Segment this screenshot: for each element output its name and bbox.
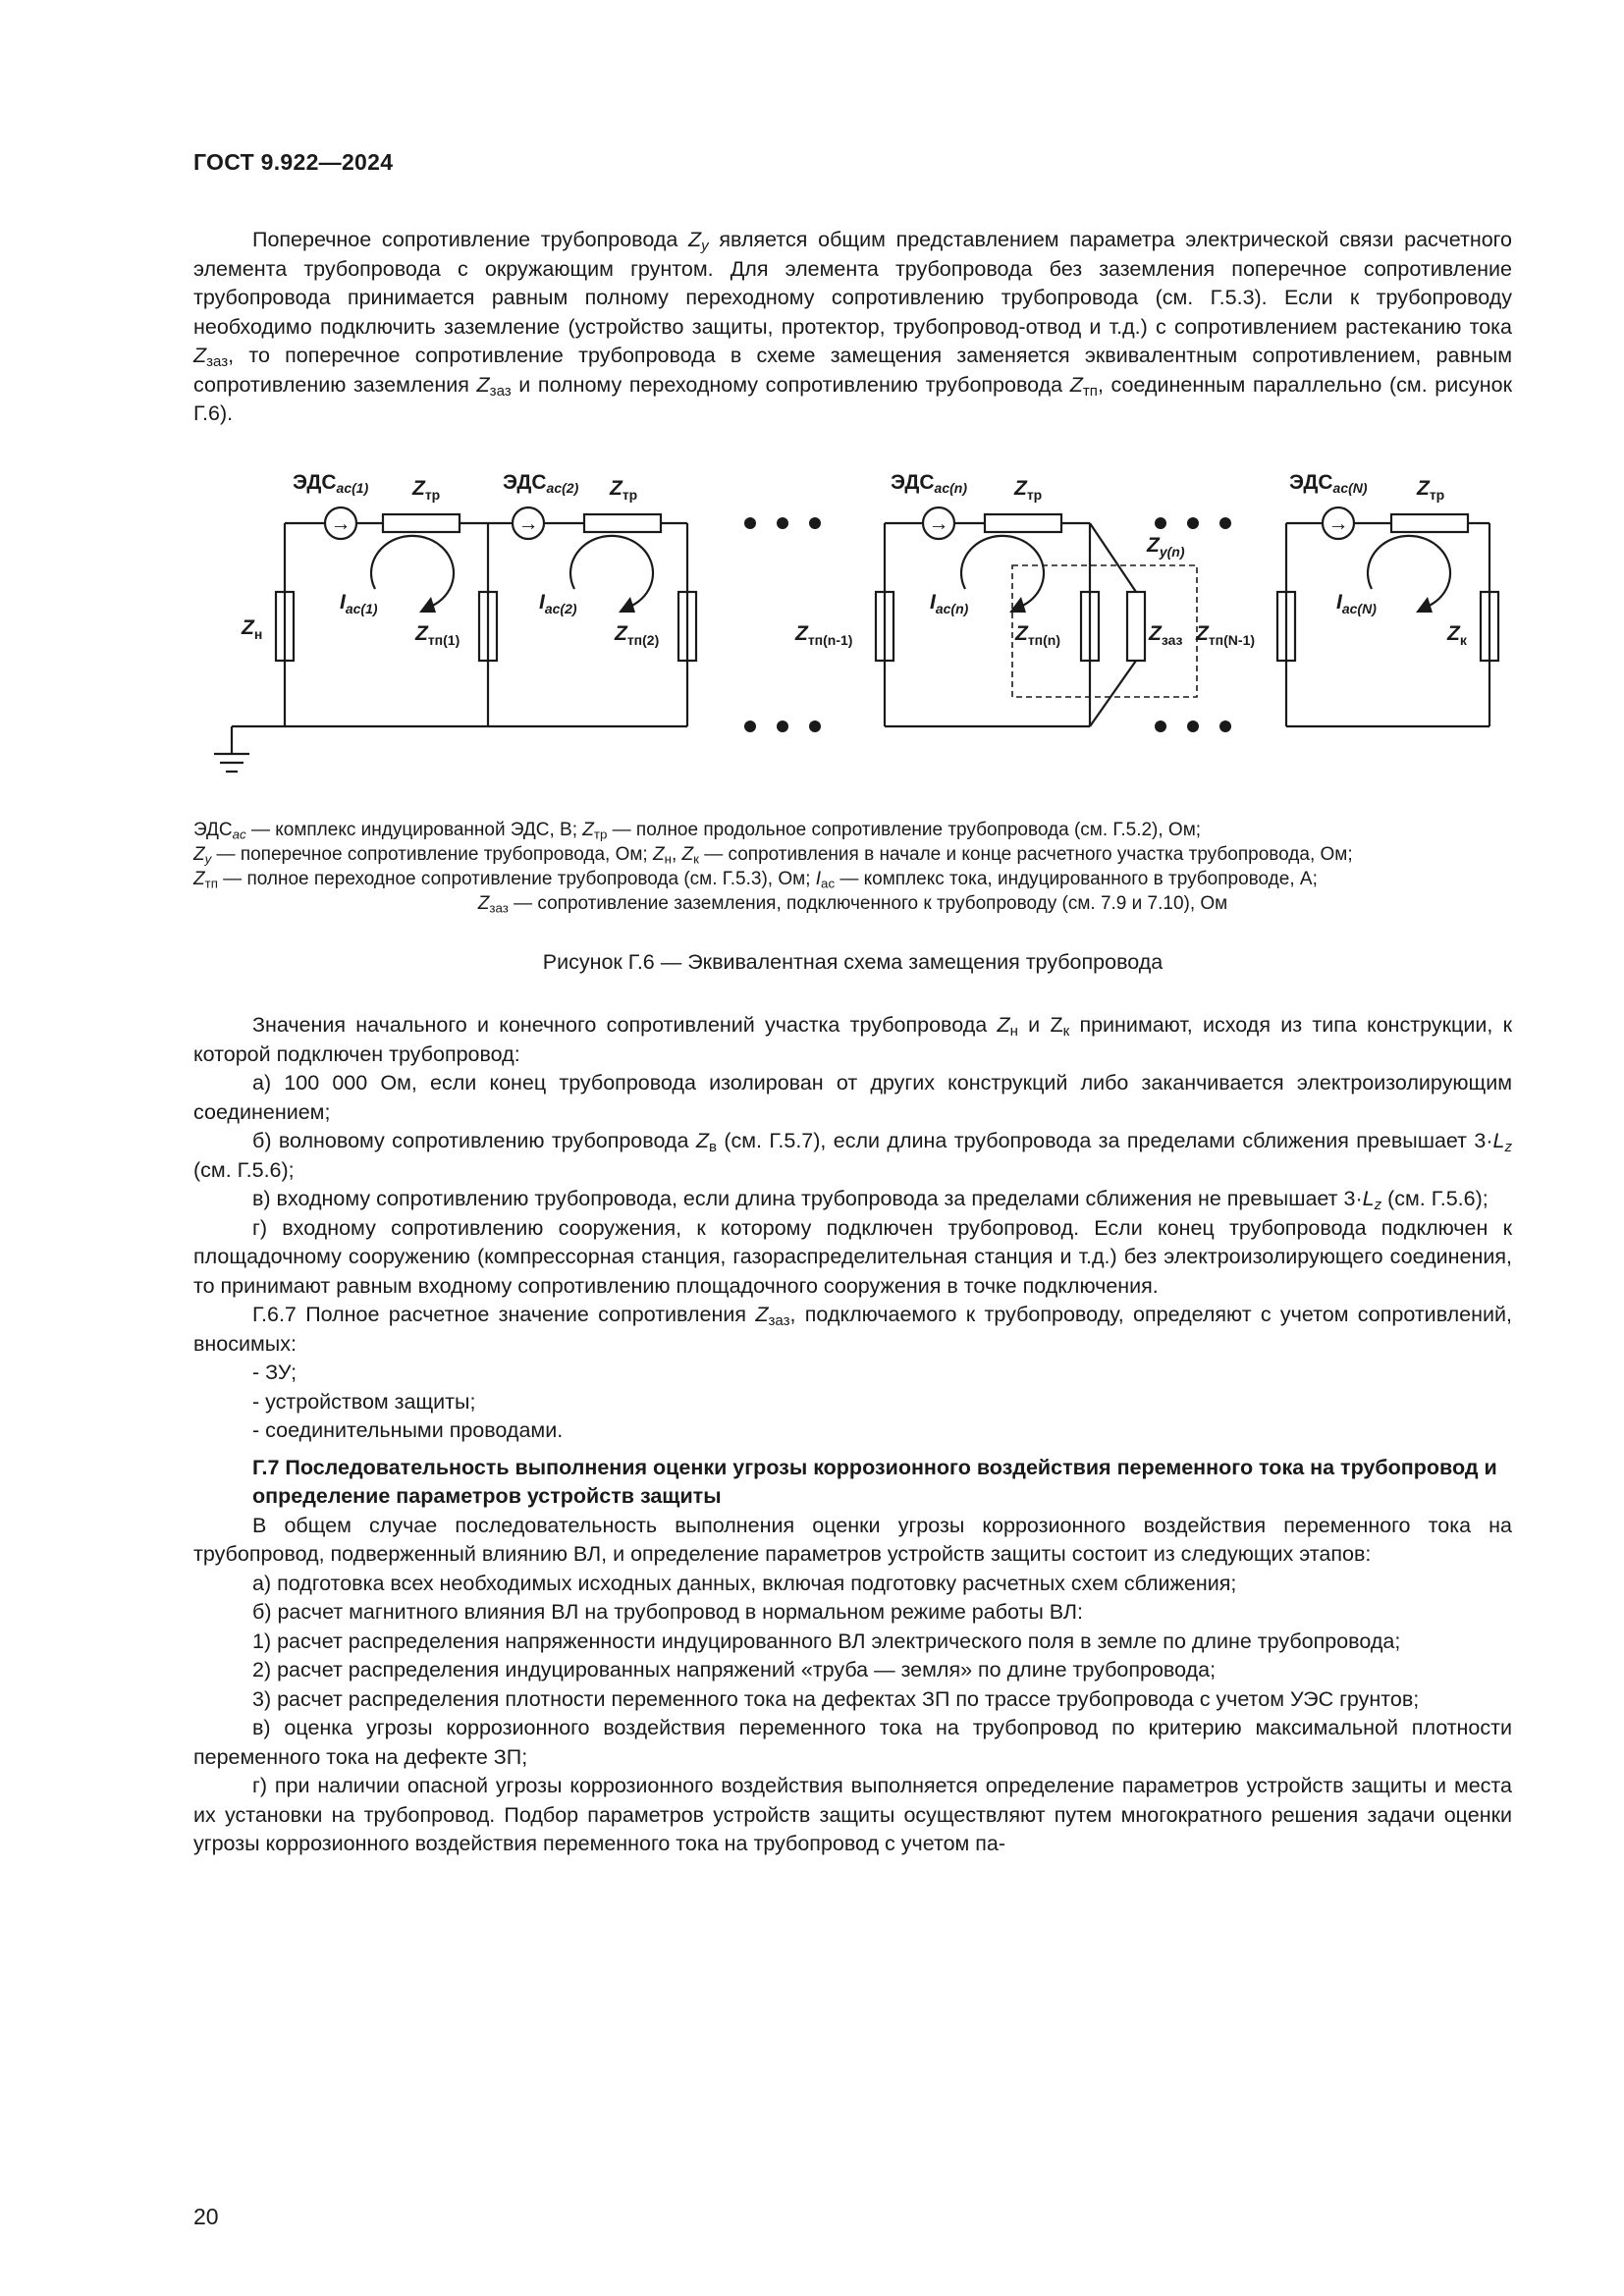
resistor-ztr-2 [584, 514, 661, 532]
current-loop-n [961, 536, 1044, 609]
section-paragraph-2: а) подготовка всех необходимых исходных данных, включая подготовку расчетных схем сближения; [252, 1571, 1237, 1595]
label-emf-n: ЭДСac(n) [891, 471, 967, 496]
label-emf-2: ЭДСac(2) [503, 471, 579, 496]
continuation-dot [1187, 721, 1199, 732]
label-ztpN-1: $Z_{тп(N-1)}$ [1196, 622, 1256, 648]
body-paragraph-6: Г.6.7 Полное расчетное значение сопротивления $Z_{заз}$, подключаемого к трубопроводу, определяют с учетом сопротивлений, вносимых: [193, 1303, 1512, 1356]
section-paragraph-8: г) при наличии опасной угрозы коррозионного воздействия выполняется определение параметров устройств защиты и места их установки на трубопровод. Подбор параметров устройств защиты осуществляют путем многократного решения задачи оценки угрозы коррозионного воздействия переменного тока на трубопровод с учетом па- [193, 1774, 1512, 1855]
body-paragraph-3: б) волновому сопротивлению трубопровода $Z_в$ (см. Г.5.7), если длина трубопровода за пределами сближения превышает $3\cdot L_z$ (см. Г.5.6); [193, 1129, 1513, 1182]
equivalent-circuit-diagram [0, 0, 1624, 805]
label-emf-N: ЭДСac(N) [1289, 471, 1368, 496]
resistor-zzaz [1127, 592, 1145, 661]
label-iac-2: $I_{ac(2)}$ [539, 591, 577, 616]
continuation-dot [1219, 721, 1231, 732]
resistor-ztr-1 [383, 514, 460, 532]
label-ztr-N: $Z_{тр}$ [1417, 477, 1445, 503]
continuation-dot [777, 517, 788, 529]
continuation-dot [1155, 721, 1166, 732]
section-paragraph-7: в) оценка угрозы коррозионного воздействия переменного тока на трубопровод по критерию максимальной плотности переменного тока на дефекте ЗП; [193, 1716, 1512, 1769]
figure-title: Рисунок Г.6 — Эквивалентная схема замещения трубопровода [542, 950, 1164, 974]
section-paragraph-6: 3) расчет распределения плотности переменного тока на дефектах ЗП по трассе трубопровода с учетом УЭС грунтов; [252, 1686, 1420, 1711]
section-heading-g7: Г.7 Последовательность выполнения оценки угрозы коррозионного воздействия переменного тока на трубопровод и определение параметров устройств защиты [252, 1455, 1497, 1508]
continuation-dot [1219, 517, 1231, 529]
body-paragraph-1: Значения начального и конечного сопротивлений участка трубопровода $Z_н$ и $Z_к$ принимают, исходя из типа конструкции, к которой подключен трубопровод: [193, 1013, 1512, 1066]
label-iac-N: $I_{ac(N)}$ [1336, 591, 1377, 616]
legend-line-1: $ЭДС_{ac}$ — комплекс индуцированной ЭДС, В; $Z_{тр}$ — полное продольное сопротивление трубопровода (см. Г.5.2), Ом; [193, 820, 1202, 842]
label-ztp1: $Z_{тп(1)}$ [415, 622, 460, 648]
page-number: 20 [193, 2204, 219, 2229]
label-iac-n: $I_{ac(n)}$ [930, 591, 969, 616]
label-emf-1: ЭДСac(1) [293, 471, 369, 496]
current-loop-1 [371, 536, 454, 609]
label-ztr-n: $Z_{тр}$ [1014, 477, 1043, 503]
list-item-zu: - ЗУ; [252, 1361, 298, 1384]
label-ztpn-1: $Z_{тп(n-1)}$ [795, 622, 853, 648]
body-paragraph-5: г) входному сопротивлению сооружения, к которому подключен трубопровод. Если конец трубопровода подключен к площадочному сооружению (компрессорная станция, газораспределительная станция и т.д.) без электроизолирующего соединения, то принимают равным входному сопротивлению площадочного сооружения в точке подключения. [193, 1215, 1512, 1298]
label-iac-1: $I_{ac(1)}$ [340, 591, 378, 616]
label-zn: $Z_н$ [242, 616, 263, 642]
label-ztpn: $Z_{тп(n)}$ [1015, 622, 1061, 648]
continuation-dot [744, 517, 756, 529]
legend-line-4: $Z_{заз}$ — сопротивление заземления, подключенного к трубопроводу (см. 7.9 и 7.10), Ом [477, 893, 1228, 916]
source-arrow-1: → [330, 512, 352, 535]
label-ztp2: $Z_{тп(2)}$ [615, 622, 660, 648]
resistor-ztr-n [985, 514, 1061, 532]
current-loop-N [1368, 536, 1450, 609]
continuation-dot [1187, 517, 1199, 529]
list-item-protection-device: - устройством защиты; [252, 1389, 476, 1414]
continuation-dot [809, 517, 821, 529]
section-paragraph-4: 1) расчет распределения напряженности индуцированного ВЛ электрического поля в земле по длине трубопровода; [252, 1629, 1401, 1653]
section-paragraph-5: 2) расчет распределения индуцированных напряжений «труба — земля» по длине трубопровода; [252, 1658, 1217, 1682]
body-paragraph-2: а) 100 000 Ом, если конец трубопровода изолирован от других конструкций либо заканчивается электроизолирующим соединением; [193, 1071, 1512, 1124]
current-loop-2 [570, 536, 653, 609]
zy-dashed-box [1012, 565, 1197, 697]
body-paragraph-4: в) входному сопротивлению трубопровода, если длина трубопровода за пределами сближения не превышает $3\cdot L_z$ (см. Г.5.6); [252, 1187, 1489, 1213]
source-arrow-2: → [517, 512, 539, 535]
continuation-dot [744, 721, 756, 732]
continuation-dot [1155, 517, 1166, 529]
intro-paragraph: Поперечное сопротивление трубопровода $Z_y$ является общим представлением параметра электрической связи расчетного элемента трубопровода с окружающим грунтом. Для элемента трубопровода без заземления поперечное сопротивление трубопровода принимается равным полному переходному сопротивлению трубопровода (см. Г.5.3). Если к трубопроводу необходимо подключить заземление (устройство защиты, протектор, трубопровод-отвод и т.д.) с сопротивлением растеканию тока $Z_{заз}$, то поперечное сопротивление трубопровода в схеме замещения заменяется эквивалентным сопротивлением, равным сопротивлению заземления $Z_{заз}$ и полному переходному сопротивлению трубопровода $Z_{тп}$, соединенным параллельно (см. рисунок Г.6). [193, 228, 1512, 425]
label-zyn: $Z_{y(n)}$ [1147, 534, 1185, 560]
label-ztr-1: $Z_{тр}$ [412, 477, 441, 503]
label-ztr-2: $Z_{тр}$ [610, 477, 638, 503]
legend-line-3: $Z_{тп}$ — полное переходное сопротивление трубопровода (см. Г.5.3), Ом; $I_{ac}$ — комплекс тока, индуцированного в трубопроводе, А; [193, 869, 1318, 891]
body-section [193, 1011, 1512, 1859]
continuation-dot [809, 721, 821, 732]
label-zk: $Z_к$ [1447, 622, 1467, 648]
continuation-dot [777, 721, 788, 732]
figure-legend [193, 818, 1512, 916]
list-item-wires: - соединительными проводами. [252, 1418, 564, 1442]
legend-line-2: $Z_y$ — поперечное сопротивление трубопровода, Ом; $Z_н$, $Z_к$ — сопротивления в начале и конце расчетного участка трубопровода, Ом; [193, 844, 1353, 867]
resistor-ztr-N [1391, 514, 1468, 532]
section-paragraph-1: В общем случае последовательность выполнения оценки угрозы коррозионного воздействия переменного тока на трубопровод, подверженный влиянию ВЛ, и определение параметров устройств защиты состоит из следующих этапов: [193, 1513, 1512, 1566]
source-arrow-n: → [928, 512, 949, 535]
label-zzaz: $Z_{заз}$ [1149, 622, 1183, 648]
source-arrow-N: → [1327, 512, 1349, 535]
document-header: ГОСТ 9.922—2024 [193, 149, 394, 175]
section-paragraph-3: б) расчет магнитного влияния ВЛ на трубопровод в нормальном режиме работы ВЛ: [252, 1600, 1083, 1624]
